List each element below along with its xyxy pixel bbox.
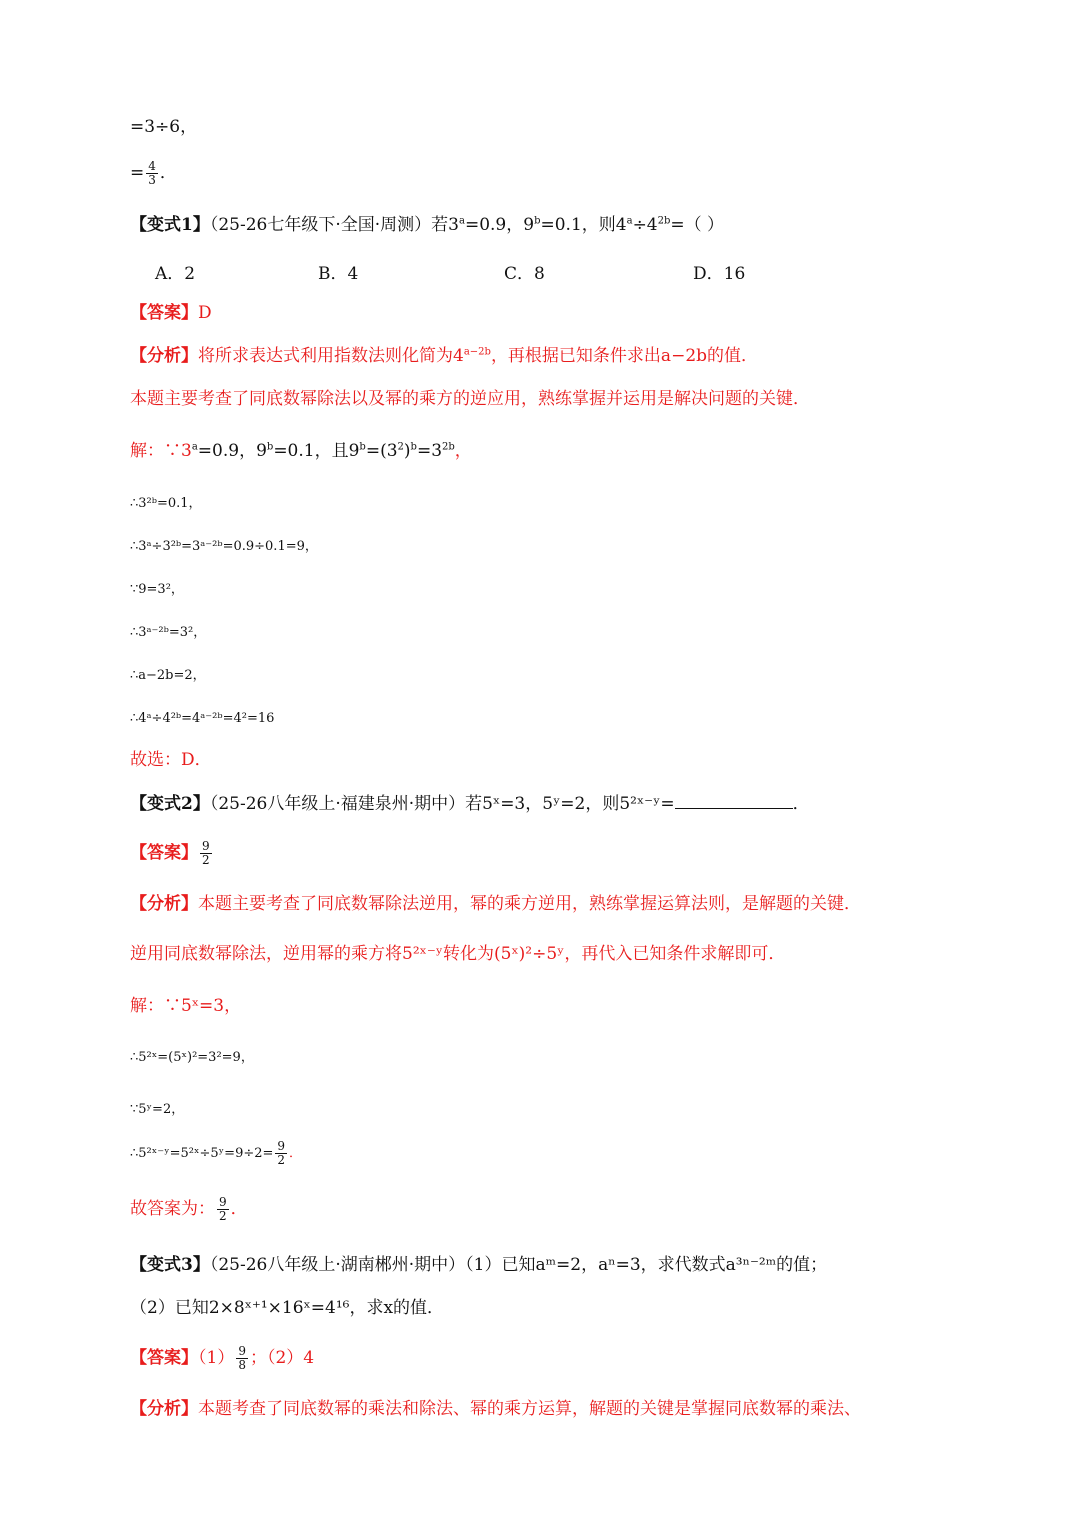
variant-1-solution-7: ∴4ᵃ÷4²ᵇ=4ᵃ⁻²ᵇ=4²=16 bbox=[130, 711, 275, 726]
variant-3-analysis: 【分析】本题考查了同底数幂的乘法和除法、幂的乘方运算，解题的关键是掌握同底数幂的乘法、 bbox=[130, 1399, 861, 1419]
variant-1-solution-2: ∴3²ᵇ=0.1， bbox=[130, 496, 202, 511]
variant-1-analysis-2: 本题主要考查了同底数幂除法以及幂的乘方的逆应用，熟练掌握并运用是解决问题的关键． bbox=[130, 389, 810, 409]
variant-2-analysis: 【分析】本题主要考查了同底数幂除法逆用，幂的乘方逆用，熟练掌握运算法则，是解题的关键． bbox=[130, 894, 861, 914]
variant-1-conclusion: 故选：D． bbox=[130, 750, 212, 770]
variant-3-answer: 【答案】（1） $\frac{9}{8}$ ；（2）4 bbox=[130, 1344, 315, 1372]
option-c[interactable]: C．8 bbox=[504, 264, 545, 284]
fraction: $\frac{9}{2}$ bbox=[219, 1195, 227, 1223]
fraction: $\frac{9}{2}$ bbox=[277, 1139, 286, 1167]
variant-2-solution-3: ∵5ʸ=2， bbox=[130, 1102, 185, 1117]
variant-1-label: 【变式1】 bbox=[130, 215, 210, 235]
variant-2-conclusion: 故答案为： $\frac{9}{2}$ ． bbox=[130, 1195, 248, 1223]
variant-1-solution-6: ∴a−2b=2， bbox=[130, 668, 206, 683]
variant-3-question-2: （2）已知2×8ˣ⁺¹×16ˣ=4¹⁶，求x的值． bbox=[130, 1298, 445, 1318]
eq-line-2: = $\frac{4}{3}$ ． bbox=[130, 159, 177, 187]
option-d[interactable]: D．16 bbox=[693, 264, 746, 284]
fraction: $\frac{4}{3}$ bbox=[148, 159, 156, 187]
variant-1-solution-4: ∵9=3²， bbox=[130, 582, 184, 597]
variant-2-solution-1: 解：∵5ˣ=3， bbox=[130, 996, 242, 1016]
variant-2-analysis-2: 逆用同底数幂除法，逆用幂的乘方将5²ˣ⁻ʸ转化为(5ˣ)²÷5ʸ，再代入已知条件求解即可． bbox=[130, 944, 786, 964]
variant-2-solution-4: ∴5²ˣ⁻ʸ=5²ˣ÷5ʸ=9÷2= $\frac{9}{2}$ ． bbox=[130, 1139, 303, 1167]
variant-1-solution-1: 解：$\because 3^a=0.9$，$9^b=0.1$，且$9^b=(3^2)^b=3^{2b}$， bbox=[130, 441, 472, 461]
variant-2-question: 【变式2】（25-26八年级上·福建泉州·期中）若5ˣ=3，5ʸ=2，则5²ˣ⁻ʸ= ． bbox=[130, 794, 810, 814]
option-b[interactable]: B．4 bbox=[318, 264, 359, 284]
variant-2-solution-2: ∴5²ˣ=(5ˣ)²=3²=9， bbox=[130, 1050, 254, 1065]
fraction: $\frac{9}{8}$ bbox=[238, 1344, 246, 1372]
answer-blank[interactable] bbox=[675, 794, 793, 809]
variant-1-question: 【变式1】（25-26七年级下·全国·周测）若$3^a=0.9$，$9^b=0.1$，则$4^a\div 4^{2b}=$（ ） bbox=[130, 215, 725, 235]
option-a[interactable]: A．2 bbox=[155, 264, 196, 284]
variant-3-question: 【变式3】（25-26八年级上·湖南郴州·期中）（1）已知aᵐ=2，aⁿ=3，求代数式a³ⁿ⁻²ᵐ的值； bbox=[130, 1255, 828, 1275]
variant-1-solution-5: ∴3ᵃ⁻²ᵇ=3²， bbox=[130, 625, 207, 640]
variant-2-answer: 【答案】 $\frac{9}{2}$ bbox=[130, 839, 210, 867]
fraction: $\frac{9}{2}$ bbox=[202, 839, 210, 867]
variant-1-solution-3: ∴3ᵃ÷3²ᵇ=3ᵃ⁻²ᵇ=0.9÷0.1=9， bbox=[130, 539, 318, 554]
variant-1-analysis: 【分析】将所求表达式利用指数法则化简为$4^{a-2b}$，再根据已知条件求出a−2b的值． bbox=[130, 346, 759, 366]
variant-1-answer: 【答案】D bbox=[130, 303, 212, 323]
eq-line-1: =3÷6， bbox=[130, 117, 198, 137]
